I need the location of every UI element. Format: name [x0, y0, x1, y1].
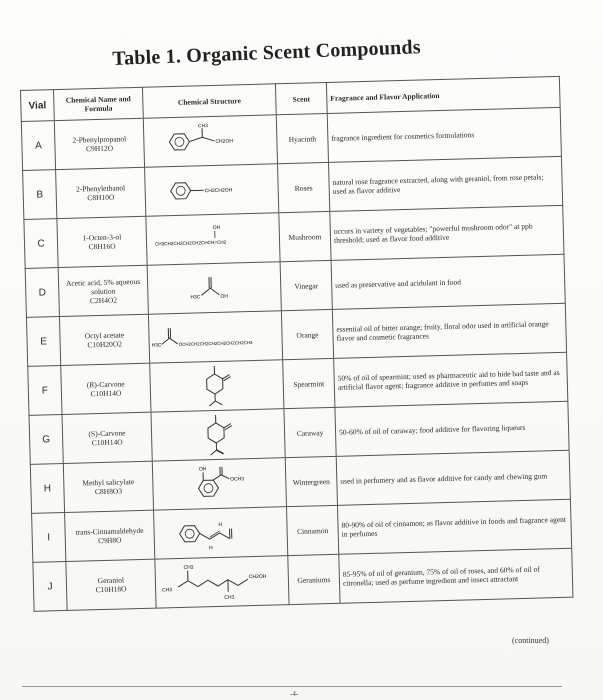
compound-formula: C8H8O3 — [94, 486, 123, 497]
cyclohexenone-ring — [208, 423, 225, 443]
bond — [162, 338, 178, 344]
scent-cell: Hyacinth — [276, 113, 328, 163]
compound-name-cell — [66, 559, 156, 610]
bond — [189, 137, 214, 142]
application-cell: occurs in variety of vegetables; "powerful mushroom odor" at ppb threshold; used as flavor food additive — [330, 205, 564, 260]
application-cell: 85-95% of oil of geranium, 75% of oil of roses, and 60% of oil of citronella; used as perfume ingredient and insect attractant — [339, 548, 573, 603]
header-scent: Scent — [275, 82, 327, 114]
structure-cell — [147, 262, 281, 314]
group-label: CH3 — [197, 123, 209, 130]
vial-label: B — [23, 170, 57, 220]
structure-drawing — [150, 362, 283, 409]
group-label: CH3 — [224, 594, 235, 601]
aromatic-circle — [176, 186, 185, 195]
group-label: CH2OH — [215, 138, 234, 145]
aromatic-circle — [175, 137, 184, 146]
scent-cell: Caraway — [284, 407, 336, 457]
benzene-ring — [169, 134, 189, 151]
structure-cell — [151, 409, 285, 461]
compound-formula: C9H12O — [85, 143, 114, 154]
vial-label: C — [24, 219, 58, 269]
compound-name-cell — [56, 167, 146, 218]
group-label: OH — [198, 466, 207, 473]
header-vial: Vial — [21, 90, 55, 122]
compound-name: 2-Phenylethanol — [75, 183, 126, 194]
compound-name-cell — [63, 461, 153, 512]
vial-label: I — [32, 512, 66, 562]
compound-name-cell — [61, 363, 151, 414]
group-label: CH2CH2OH — [204, 187, 233, 195]
group-label: CH2OH — [248, 573, 267, 581]
cyclohexenone-ring — [207, 374, 224, 394]
structure-drawing — [145, 166, 278, 213]
compound-formula: C10H14O — [91, 437, 123, 448]
structure-drawing — [152, 411, 285, 458]
application-cell: natural rose fragrance extracted, along with geraniol, from rose petals; used as flavor additive — [329, 156, 563, 211]
page-number: -4- — [290, 690, 299, 698]
vial-label: J — [33, 561, 67, 611]
table-title: Table 1. Organic Scent Compounds — [112, 36, 422, 70]
structure-cell — [152, 458, 286, 510]
compound-formula: C10H18O — [95, 584, 127, 595]
compound-name-cell — [54, 118, 144, 169]
compound-formula: C10H20O2 — [87, 339, 123, 350]
application-cell: essential oil of bitter orange; fruity, floral odor used in artificial orange flavor and cosmetic fragrances — [332, 303, 566, 358]
compound-name: trans-Cinnamaldehyde — [75, 525, 144, 537]
footer-divider — [22, 686, 562, 687]
isopropenyl-group — [209, 394, 215, 406]
structure-cell — [146, 213, 280, 265]
compound-name-cell — [59, 314, 149, 365]
group-label: H — [218, 521, 223, 528]
scent-cell: Orange — [281, 309, 333, 359]
structure-drawing — [146, 215, 279, 262]
compound-name: Octyl acetate — [84, 330, 125, 341]
compound-formula: C2H4O2 — [89, 295, 118, 305]
table-wrapper — [20, 76, 575, 660]
group-label: CH3CH2CH2CH2CH2CHCH=CH2 — [155, 239, 227, 247]
group-label: OH — [220, 293, 229, 300]
structure-cell — [148, 311, 282, 363]
structure-drawing — [155, 558, 288, 605]
compound-name-cell — [62, 412, 152, 463]
compound-formula: C10H14O — [90, 388, 122, 399]
compound-name: Methyl salicylate — [82, 477, 135, 488]
group-label: OH — [212, 224, 221, 232]
vial-label: G — [29, 415, 63, 465]
compound-formula: C9H8O — [98, 535, 122, 546]
compound-name-cell — [58, 265, 148, 316]
compound-name: Acetic acid, 5% aqueous solution — [65, 276, 141, 296]
structure-cell — [155, 556, 289, 608]
structure-drawing — [149, 313, 282, 360]
compound-name: 2-Phenylpropanol — [72, 134, 127, 145]
isopropenyl-group — [210, 443, 216, 455]
bond — [201, 288, 219, 295]
application-cell: 50-60% of oil of caraway; food additive for flavoring liqueurs — [335, 401, 569, 456]
group-label: CH3 — [162, 587, 173, 594]
structure-cell — [154, 507, 288, 559]
compound-formula: C8H16O — [88, 241, 116, 252]
aromatic-circle — [185, 529, 194, 538]
scent-cell: Spearmint — [283, 358, 335, 408]
compound-name: (S)-Carvone — [88, 428, 126, 439]
aromatic-circle — [204, 484, 213, 493]
carbon-chain — [178, 579, 248, 587]
group-label: OCH2CH2CH2CH2CH2CH2CH2CH3 — [178, 340, 253, 347]
application-cell: 80-90% of oil of cinnamon; as flavor additive in foods and fragrance agent in perfumes — [337, 499, 571, 554]
scent-cell: Roses — [278, 162, 330, 212]
vial-label: F — [28, 366, 62, 416]
wedge-bond — [216, 450, 223, 454]
group-label: H3C — [151, 343, 162, 349]
compound-name-cell — [65, 510, 155, 561]
group-label: CH3 — [183, 564, 194, 571]
application-cell: used as preservative and acidulant in food — [331, 254, 565, 309]
application-cell: 50% of oil of spearmint; used as pharmaceutic aid to hide bad taste and as artificial flavor agent; fragrance additive in perfumes and soaps — [334, 352, 568, 407]
compound-formula: C8H10O — [87, 192, 115, 203]
compound-name-cell — [57, 216, 147, 267]
structure-drawing — [148, 264, 281, 311]
group-label: H — [208, 545, 213, 552]
scent-cell: Geraniums — [288, 554, 340, 604]
header-name: Chemical Name and Formula — [54, 87, 144, 120]
benzene-ring — [179, 525, 199, 542]
application-cell: used in perfumery and as flavor additive for candy and chewing gum — [336, 450, 570, 505]
compound-name: Geraniol — [97, 575, 125, 586]
scent-cell: Wintergreen — [285, 456, 337, 506]
group-label: OCH3 — [230, 476, 245, 483]
header-application: Fragrance and Flavor Application — [326, 76, 560, 113]
compound-name: 1-Octen-3-ol — [82, 232, 122, 243]
scent-compounds-table — [20, 76, 573, 612]
bond — [215, 401, 222, 405]
structure-cell — [150, 360, 284, 412]
compound-name: (R)-Carvone — [86, 379, 125, 390]
structure-drawing — [153, 460, 286, 507]
vial-label: H — [30, 463, 64, 513]
structure-drawing — [144, 117, 277, 164]
application-cell: fragrance ingredient for cosmetics formulations — [327, 107, 561, 162]
scent-cell: Mushroom — [279, 211, 331, 261]
structure-drawing — [154, 509, 287, 556]
group-label: H3C — [190, 294, 201, 301]
structure-cell — [145, 164, 279, 216]
scent-cell: Vinegar — [280, 260, 332, 310]
scent-cell: Cinnamon — [286, 505, 338, 555]
vial-label: D — [25, 268, 59, 318]
benzene-ring — [170, 183, 190, 200]
vial-label: E — [26, 317, 60, 367]
continued-note: (continued) — [512, 636, 549, 645]
benzene-ring — [198, 480, 218, 497]
vial-label: A — [21, 121, 55, 171]
header-structure: Chemical Structure — [142, 84, 276, 118]
structure-cell — [143, 115, 277, 167]
ester-bond — [213, 475, 229, 480]
